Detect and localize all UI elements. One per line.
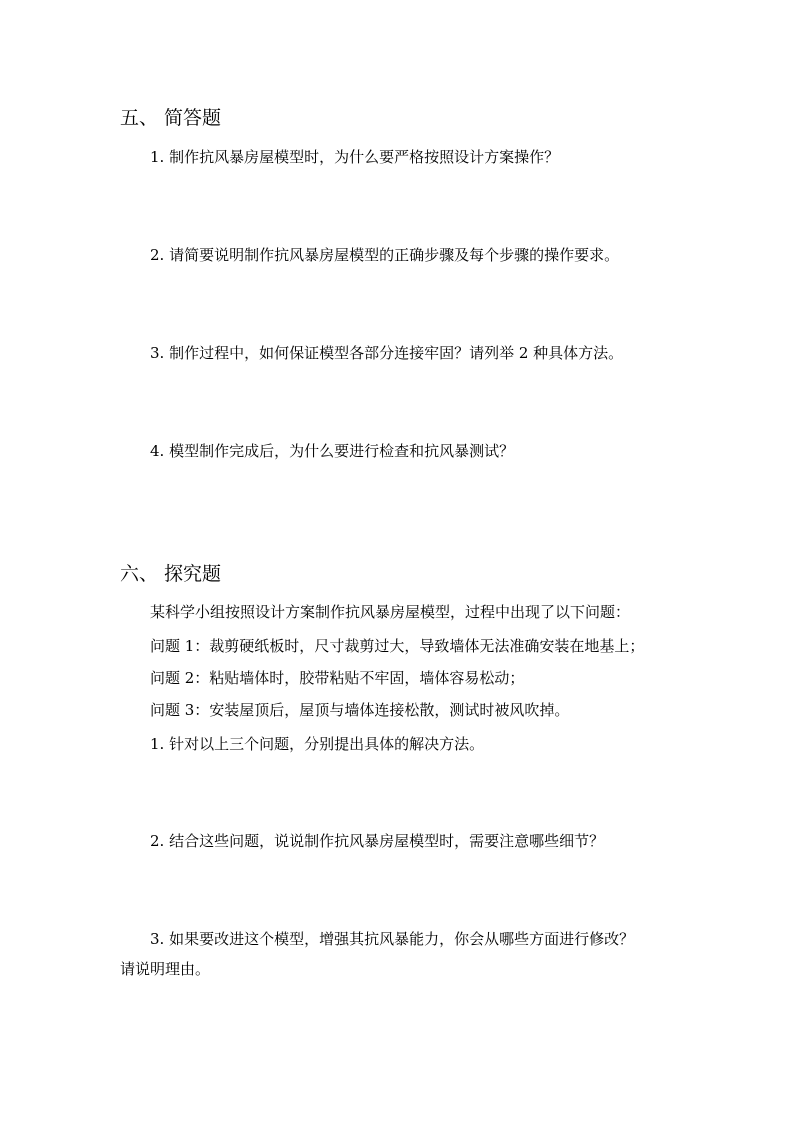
section-5-question-2: 2. 请简要说明制作抗风暴房屋模型的正确步骤及每个步骤的操作要求。 — [150, 246, 620, 264]
section-5-question-1: 1. 制作抗风暴房屋模型时，为什么要严格按照设计方案操作？ — [150, 148, 560, 166]
section-6-problem-3: 问题 3：安装屋顶后，屋顶与墙体连接松散，测试时被风吹掉。 — [150, 701, 570, 719]
section-5-question-4: 4. 模型制作完成后，为什么要进行检查和抗风暴测试？ — [150, 442, 515, 460]
section-6-problem-1: 问题 1：裁剪硬纸板时，尺寸裁剪过大，导致墙体无法准确安装在地基上； — [150, 637, 645, 655]
section-6-problem-2: 问题 2：粘贴墙体时，胶带粘贴不牢固，墙体容易松动； — [150, 669, 525, 687]
section-6-intro: 某科学小组按照设计方案制作抗风暴房屋模型，过程中出现了以下问题： — [150, 603, 631, 621]
section-5-question-3: 3. 制作过程中，如何保证模型各部分连接牢固？请列举 2 种具体方法。 — [150, 344, 624, 362]
section-6-heading: 六、 探究题 — [120, 563, 222, 585]
section-6-question-1: 1. 针对以上三个问题，分别提出具体的解决方法。 — [150, 735, 485, 753]
section-6-question-3-continuation: 请说明理由。 — [120, 960, 211, 978]
section-6-question-2: 2. 结合这些问题，说说制作抗风暴房屋模型时，需要注意哪些细节？ — [150, 832, 605, 850]
section-5-heading: 五、 简答题 — [120, 107, 222, 129]
section-6-question-3: 3. 如果要改进这个模型，增强其抗风暴能力，你会从哪些方面进行修改？ — [150, 930, 635, 948]
